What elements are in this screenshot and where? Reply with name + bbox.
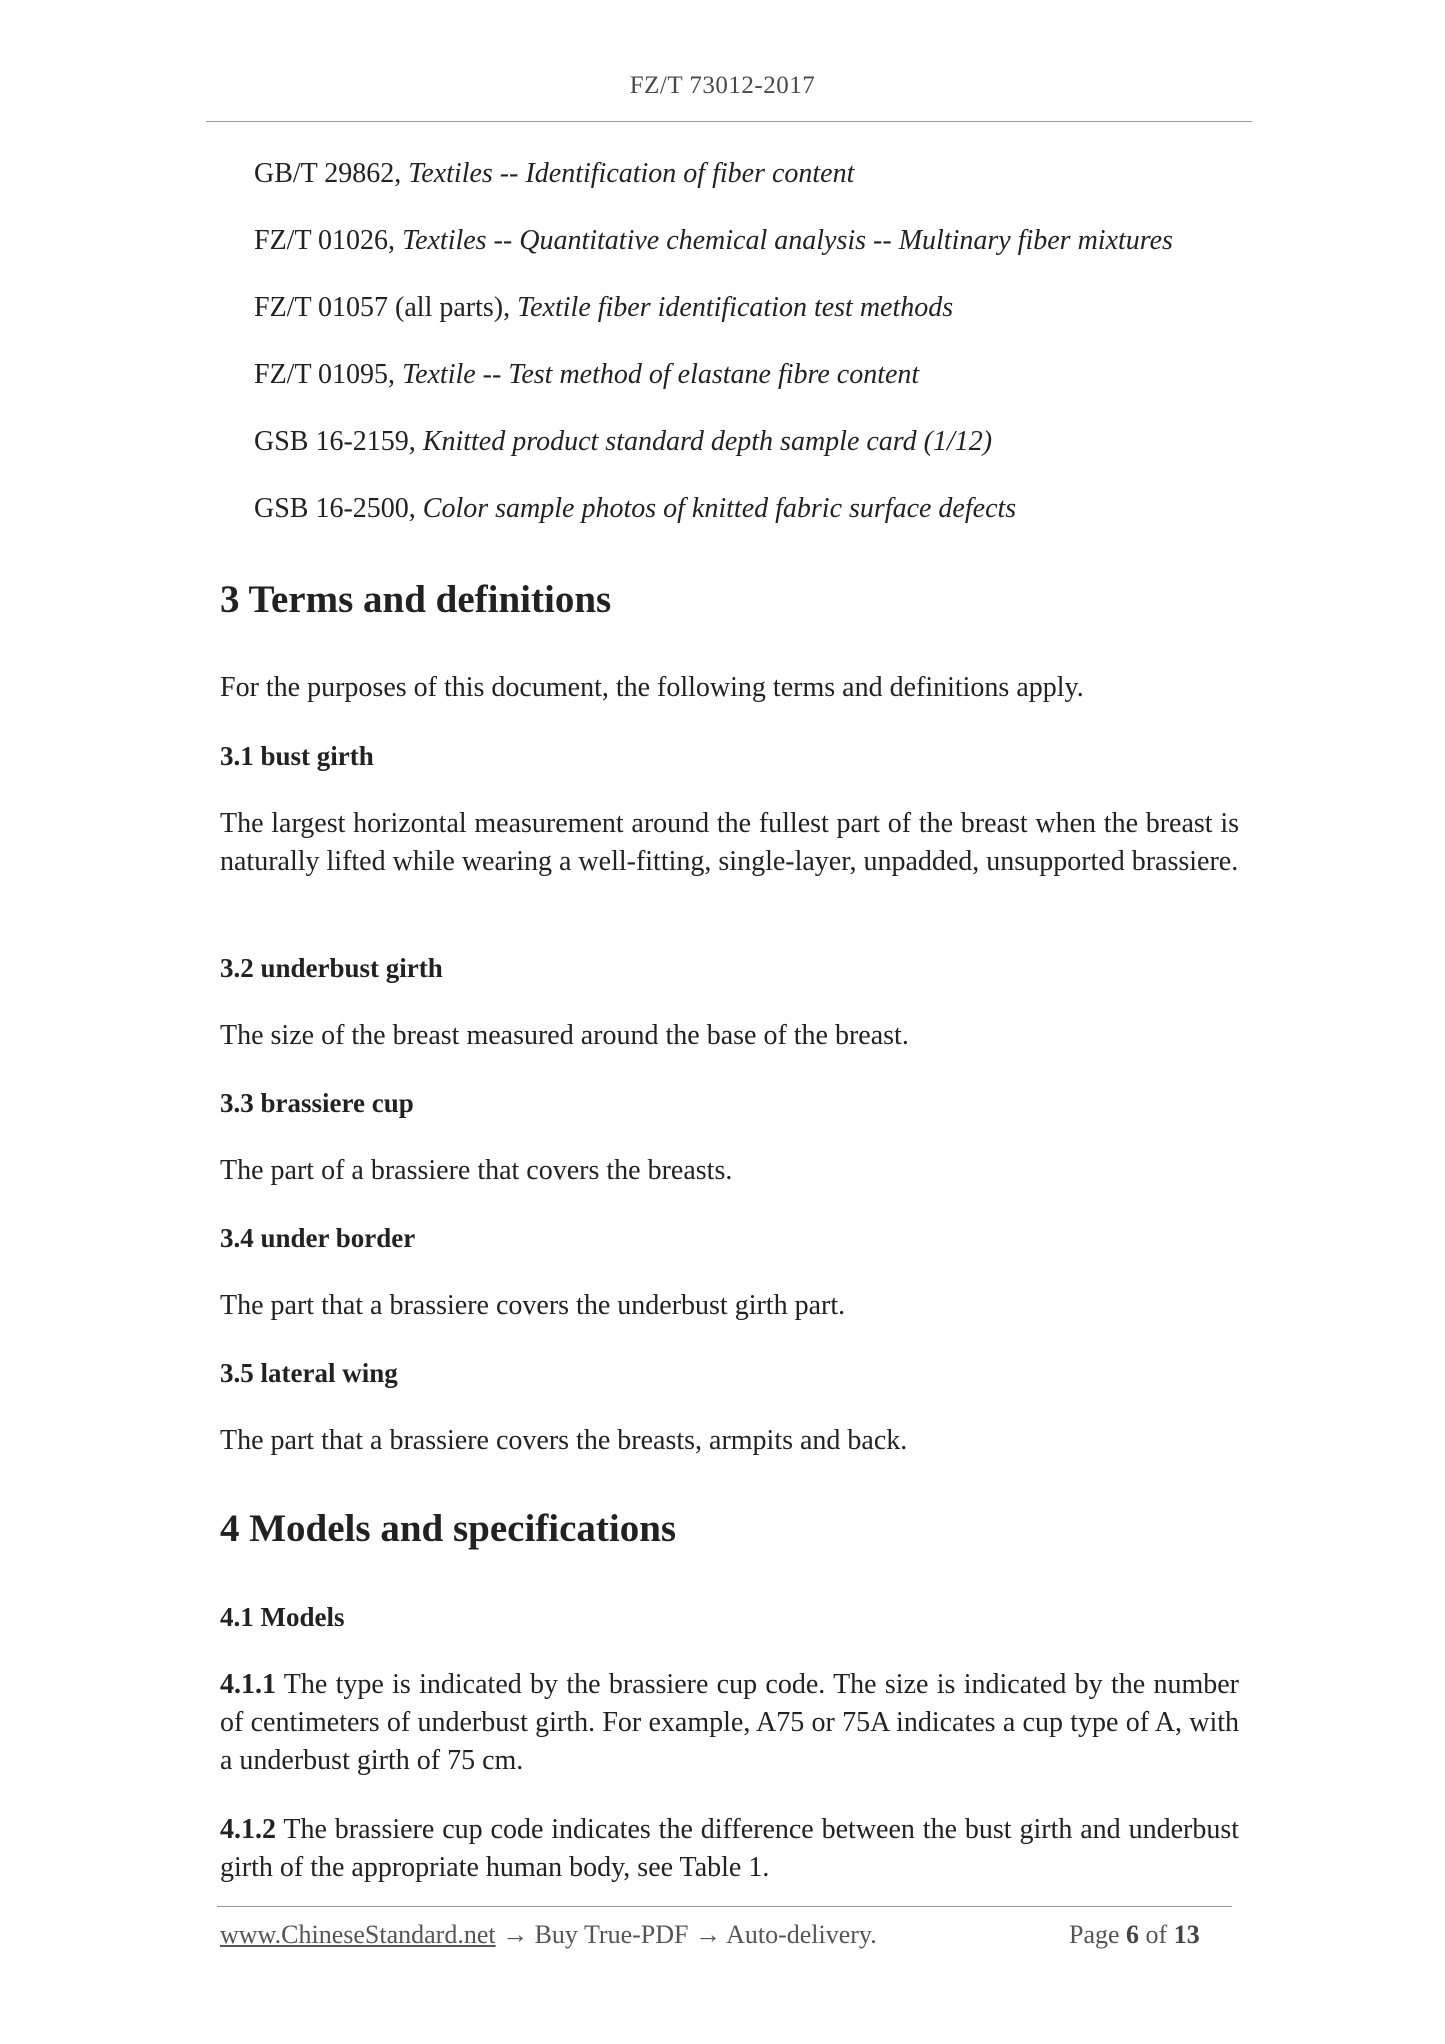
- reference-code: FZ/T 01095,: [254, 359, 403, 390]
- header-divider: [206, 121, 1252, 122]
- page-number: [1069, 1920, 1200, 1950]
- reference-item: [254, 290, 1254, 326]
- term-definition-3-3: The part of a brassiere that covers the breasts.: [220, 1155, 733, 1186]
- term-heading-3-4: 3.4 under border: [220, 1223, 416, 1253]
- reference-title: Color sample photos of knitted fabric surface defects: [422, 493, 1017, 524]
- page-label: Page: [1069, 1920, 1127, 1949]
- term-heading-3-5: 3.5 lateral wing: [220, 1358, 398, 1388]
- footer-promo: [220, 1920, 877, 1950]
- reference-code: FZ/T 01026,: [254, 225, 403, 256]
- page-current: 6: [1126, 1920, 1140, 1949]
- clause-text: The brassiere cup code indicates the difference between the bust girth and underbust girth of the appropriate human body, see Table 1.: [220, 1814, 1239, 1883]
- clause-text: The type is indicated by the brassiere cup code. The size is indicated by the number of centimeters of underbust girth. For example, A75 or 75A indicates a cup type of A, with a underbust girth of 75 cm.: [220, 1669, 1239, 1776]
- section-4-heading: 4 Models and specifications: [220, 1507, 677, 1550]
- reference-title: Textiles -- Identification of fiber content: [408, 158, 855, 189]
- reference-title: Textiles -- Quantitative chemical analysis -- Multinary fiber mixtures: [402, 225, 1173, 256]
- reference-title: Textile -- Test method of elastane fibre content: [402, 359, 920, 390]
- reference-code: GB/T 29862,: [254, 158, 409, 189]
- clause-number: 4.1.1: [220, 1669, 276, 1700]
- term-heading-3-1: 3.1 bust girth: [220, 741, 374, 771]
- delivery-text: Auto-delivery.: [726, 1920, 877, 1949]
- buy-text: Buy True-PDF: [534, 1920, 689, 1949]
- reference-code: GSB 16-2159,: [254, 426, 423, 457]
- subsection-4-1-heading: 4.1 Models: [220, 1602, 345, 1632]
- term-definition-3-2: The size of the breast measured around the base of the breast.: [220, 1020, 909, 1051]
- term-heading-3-2: 3.2 underbust girth: [220, 953, 443, 983]
- normative-references-list: [254, 156, 1254, 558]
- page-total: 13: [1173, 1920, 1200, 1949]
- page-of: of: [1139, 1920, 1174, 1949]
- arrow-right-icon: →: [495, 1920, 535, 1949]
- site-link[interactable]: www.ChineseStandard.net: [220, 1920, 496, 1949]
- reference-item: [254, 223, 1254, 259]
- reference-title: Knitted product standard depth sample card (1/12): [422, 426, 993, 457]
- reference-item: [254, 357, 1254, 393]
- term-definition-3-5: The part that a brassiere covers the breasts, armpits and back.: [220, 1425, 908, 1456]
- section-3-heading: 3 Terms and definitions: [220, 578, 612, 621]
- reference-title: Textile fiber identification test methods: [517, 292, 954, 323]
- clause-4-1-2: [220, 1811, 1239, 1887]
- arrow-right-icon: →: [688, 1920, 727, 1949]
- header-standard-number: FZ/T 73012-2017: [629, 72, 816, 99]
- footer-divider: [217, 1906, 1232, 1907]
- term-definition-3-1: The largest horizontal measurement around the fullest part of the breast when the breast is naturally lifted while wearing a well-fitting, single-layer, unpadded, unsupported brassiere.: [220, 808, 1239, 877]
- section-3-intro: For the purposes of this document, the following terms and definitions apply.: [220, 672, 1084, 703]
- term-definition-3-4: The part that a brassiere covers the underbust girth part.: [220, 1290, 846, 1321]
- reference-item: [254, 424, 1254, 460]
- reference-code: GSB 16-2500,: [254, 493, 423, 524]
- clause-4-1-1: [220, 1666, 1239, 1780]
- reference-item: [254, 491, 1254, 527]
- term-heading-3-3: 3.3 brassiere cup: [220, 1088, 414, 1118]
- clause-number: 4.1.2: [220, 1814, 276, 1845]
- reference-code: FZ/T 01057 (all parts),: [254, 292, 518, 323]
- reference-item: [254, 156, 1254, 192]
